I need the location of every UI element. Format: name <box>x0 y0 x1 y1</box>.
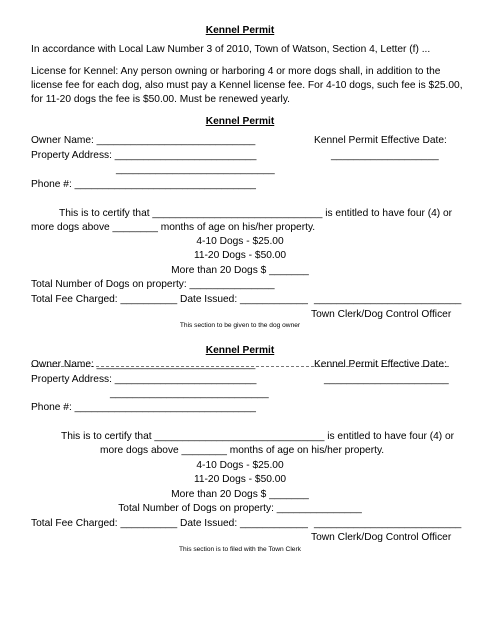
fee-line: 11-20 Dogs - $50.00 <box>193 250 287 261</box>
signature-field[interactable]: __________________________ <box>314 518 462 529</box>
section-title: Kennel Permit <box>205 116 275 127</box>
total-dogs-field[interactable]: Total Number of Dogs on property: _______________ <box>31 279 275 290</box>
effective-date-field[interactable]: ______________________ <box>324 374 449 385</box>
owner-name-field[interactable]: Owner Name: ____________________________ <box>31 135 256 146</box>
signer-title: Town Clerk/Dog Control Officer <box>311 309 452 320</box>
license-text-line: License for Kennel: Any person owning or harboring 4 or more dogs shall, in addition to the <box>31 66 441 77</box>
certify-text[interactable]: This is to certify that ______________________________ is entitled to have four (4) or <box>59 208 453 219</box>
section-note: This section to be given to the dog owner <box>179 322 301 329</box>
section-title: Kennel Permit <box>205 345 275 356</box>
phone-field[interactable]: Phone #: ________________________________ <box>31 402 256 413</box>
total-dogs-field[interactable]: Total Number of Dogs on property: _______________ <box>118 503 362 514</box>
property-address-field[interactable]: Property Address: _________________________ <box>31 150 257 161</box>
fee-line: 4-10 Dogs - $25.00 <box>196 236 284 247</box>
fee-line: 11-20 Dogs - $50.00 <box>193 474 287 485</box>
effective-date-label: Kennel Permit Effective Date: <box>314 359 447 370</box>
certify-text[interactable]: more dogs above ________ months of age on his/her property. <box>31 222 316 233</box>
effective-date-field[interactable]: ___________________ <box>331 150 439 161</box>
fee-line[interactable]: More than 20 Dogs $ _______ <box>171 489 309 500</box>
total-fee-date-field[interactable]: Total Fee Charged: __________ Date Issued: ____________ <box>31 518 308 529</box>
property-address-field[interactable]: Property Address: _________________________ <box>31 374 257 385</box>
fee-line: 4-10 Dogs - $25.00 <box>196 460 284 471</box>
fee-line[interactable]: More than 20 Dogs $ _______ <box>171 265 309 276</box>
signer-title: Town Clerk/Dog Control Officer <box>311 532 452 543</box>
page-title: Kennel Permit <box>205 25 275 36</box>
certify-text[interactable]: This is to certify that ______________________________ is entitled to have four (4) or <box>61 431 455 442</box>
license-text-line: license fee for each dog, also must pay a Kennel license fee. For 4-10 dogs, such fee is $25.00, <box>31 80 463 91</box>
effective-date-label: Kennel Permit Effective Date: <box>314 135 447 146</box>
certify-text[interactable]: more dogs above ________ months of age on his/her property. <box>100 445 385 456</box>
law-reference: In accordance with Local Law Number 3 of 2010, Town of Watson, Section 4, Letter (f) ... <box>31 44 431 55</box>
section-note: This section is to filed with the Town Clerk <box>179 546 301 553</box>
property-address-line2-field[interactable]: ____________________________ <box>116 164 275 175</box>
phone-field[interactable]: Phone #: ________________________________ <box>31 179 256 190</box>
total-fee-date-field[interactable]: Total Fee Charged: __________ Date Issued: ____________ <box>31 294 308 305</box>
property-address-line2-field[interactable]: ____________________________ <box>110 388 269 399</box>
owner-name-field[interactable]: Owner Name: ____________________________ <box>31 359 256 370</box>
license-text-line: for 11-20 dogs the fee is $50.00. Must be renewed yearly. <box>31 94 290 105</box>
signature-field[interactable]: __________________________ <box>314 294 462 305</box>
